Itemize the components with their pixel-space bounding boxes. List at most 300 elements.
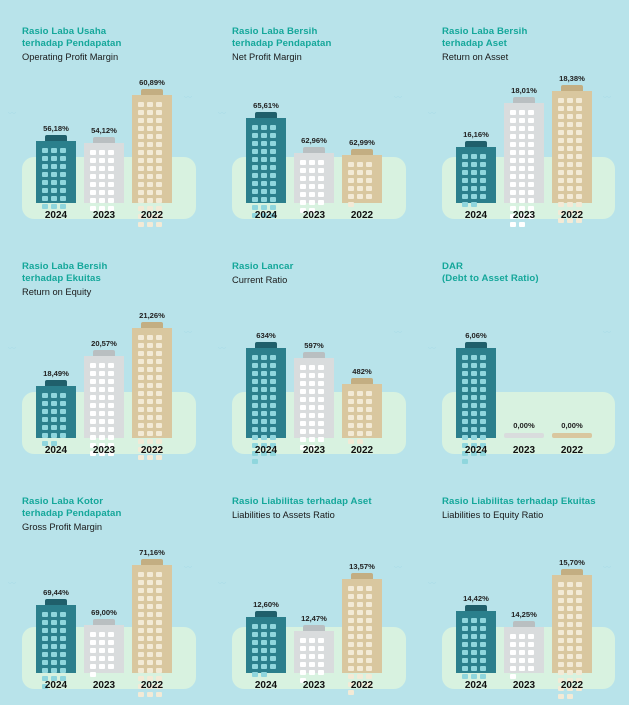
bar-year-label: 2022: [140, 210, 164, 221]
building-window: [156, 423, 162, 428]
building-window: [138, 644, 144, 649]
building-window: [300, 646, 306, 651]
building-window: [510, 174, 516, 179]
bar: [342, 155, 382, 203]
building-window: [252, 656, 258, 661]
building-window: [366, 399, 372, 404]
building-window: [156, 367, 162, 372]
building-window: [156, 351, 162, 356]
building-roof: [465, 605, 487, 611]
building-window: [90, 174, 96, 179]
building-window: [147, 620, 153, 625]
bar: [294, 153, 334, 203]
building-window: [99, 411, 105, 416]
bar: [504, 627, 544, 673]
building-window: [156, 102, 162, 107]
building-window: [42, 180, 48, 185]
building-window: [300, 413, 306, 418]
building-body: [132, 95, 172, 203]
chart-subtitle: Gross Profit Margin: [22, 522, 103, 532]
building-window: [300, 160, 306, 165]
building-window: [147, 182, 153, 187]
building-window: [519, 190, 525, 195]
chart-title-block: [442, 496, 596, 521]
building-window: [309, 168, 315, 173]
building-window: [309, 405, 315, 410]
building-window: [567, 138, 573, 143]
building-window: [318, 389, 324, 394]
building-window: [528, 134, 534, 139]
building-body: [36, 386, 76, 438]
building-window: [318, 646, 324, 651]
building-window: [51, 644, 57, 649]
building-window: [462, 379, 468, 384]
bar-building: [84, 143, 124, 203]
building-window: [270, 181, 276, 186]
bar: [294, 358, 334, 438]
building-window: [147, 431, 153, 436]
bar-year-label: 2023: [92, 210, 116, 221]
bar-value-label: 69,44%: [43, 588, 69, 597]
bar-value-label: 56,18%: [43, 124, 69, 133]
building-window: [462, 427, 468, 432]
building-window: [480, 658, 486, 663]
building-window: [90, 427, 96, 432]
bar-value-label: 13,57%: [349, 562, 375, 571]
building-window: [348, 634, 354, 639]
building-window: [480, 154, 486, 159]
building-window: [252, 125, 258, 130]
building-window: [348, 666, 354, 671]
cloud-icon: 〰: [184, 563, 192, 572]
building-window: [528, 166, 534, 171]
building-window: [99, 150, 105, 155]
building-window: [108, 158, 114, 163]
building-window: [471, 435, 477, 440]
building-body: [294, 358, 334, 438]
bar-value-label: 60,89%: [139, 78, 165, 87]
building-window: [366, 407, 372, 412]
building-window: [108, 632, 114, 637]
chart-cell: [420, 0, 629, 235]
building-window: [576, 670, 582, 675]
building-window: [528, 158, 534, 163]
building-window: [99, 640, 105, 645]
building-window: [558, 162, 564, 167]
chart-plot-area: [232, 59, 406, 219]
building-window: [366, 170, 372, 175]
building-window: [528, 634, 534, 639]
building-window: [270, 387, 276, 392]
bar-value-label: 69,00%: [91, 608, 117, 617]
building-window: [60, 196, 66, 201]
bar-value-label: 0,00%: [561, 421, 583, 430]
chart-title-line1: Rasio Liabilitas terhadap Ekuitas: [442, 496, 596, 507]
building-window: [471, 403, 477, 408]
building-window: [156, 126, 162, 131]
building-window: [558, 186, 564, 191]
bar-building: [456, 147, 496, 203]
building-window: [519, 118, 525, 123]
building-window: [270, 149, 276, 154]
building-window: [147, 150, 153, 155]
building-window: [60, 628, 66, 633]
building-window: [42, 196, 48, 201]
building-window: [51, 652, 57, 657]
building-window: [138, 174, 144, 179]
building-window: [261, 664, 267, 669]
bar: [132, 95, 172, 203]
building-window: [567, 130, 573, 135]
building-window: [300, 437, 306, 442]
building-window: [252, 157, 258, 162]
building-window: [528, 182, 534, 187]
building-window: [510, 166, 516, 171]
cloud-icon: 〰: [218, 109, 226, 118]
building-window: [462, 363, 468, 368]
building-window: [90, 640, 96, 645]
building-window: [462, 170, 468, 175]
bar-building: [246, 348, 286, 438]
building-window: [99, 371, 105, 376]
chart-plot-area: [232, 529, 406, 689]
building-window: [108, 411, 114, 416]
building-window: [60, 172, 66, 177]
building-window: [558, 130, 564, 135]
bar-value-label: 0,00%: [513, 421, 535, 430]
building-window: [252, 387, 258, 392]
building-window: [138, 423, 144, 428]
bar: [504, 103, 544, 203]
building-window: [156, 692, 162, 697]
building-window: [348, 618, 354, 623]
building-window: [462, 650, 468, 655]
building-window: [90, 419, 96, 424]
building-window: [357, 610, 363, 615]
building-window: [576, 122, 582, 127]
building-window: [357, 586, 363, 591]
building-window: [462, 355, 468, 360]
building-window: [261, 632, 267, 637]
chart-plot-area: [22, 294, 196, 454]
building-window: [147, 660, 153, 665]
building-window: [261, 411, 267, 416]
building-window: [366, 666, 372, 671]
building-window: [567, 630, 573, 635]
bar-value-label: 21,26%: [139, 311, 165, 320]
building-window: [309, 200, 315, 205]
building-window: [567, 106, 573, 111]
building-window: [147, 367, 153, 372]
cloud-icon: 〰: [8, 579, 16, 588]
building-window: [357, 399, 363, 404]
building-window: [357, 439, 363, 444]
building-body: [246, 617, 286, 673]
building-window: [138, 604, 144, 609]
building-window: [300, 670, 306, 675]
building-window: [108, 640, 114, 645]
building-window: [357, 658, 363, 663]
building-window: [108, 664, 114, 669]
building-window: [261, 624, 267, 629]
building-window: [99, 664, 105, 669]
building-window: [300, 200, 306, 205]
building-window: [147, 126, 153, 131]
building-body: [342, 155, 382, 203]
building-roof: [141, 322, 163, 328]
building-window: [156, 142, 162, 147]
chart-plot-area: [442, 294, 615, 454]
building-window: [147, 142, 153, 147]
bar-year-label: 2022: [350, 680, 374, 691]
building-window: [51, 425, 57, 430]
building-roof: [45, 599, 67, 605]
bar-value-label: 18,38%: [559, 74, 585, 83]
building-window: [108, 656, 114, 661]
building-window: [357, 642, 363, 647]
building-window: [309, 381, 315, 386]
building-window: [558, 178, 564, 183]
building-window: [42, 433, 48, 438]
building-window: [138, 628, 144, 633]
building-window: [51, 660, 57, 665]
bar-value-label: 12,47%: [301, 614, 327, 623]
building-window: [60, 417, 66, 422]
building-window: [252, 403, 258, 408]
bar-building: [84, 356, 124, 438]
building-window: [576, 622, 582, 627]
chart-title-block: [442, 26, 527, 63]
bar-year-label: 2024: [464, 210, 488, 221]
bar-year-label: 2024: [464, 445, 488, 456]
building-window: [147, 198, 153, 203]
building-window: [567, 622, 573, 627]
building-window: [252, 624, 258, 629]
chart-title-line1: Rasio Laba Bersih: [232, 26, 318, 37]
building-window: [318, 176, 324, 181]
bar: [456, 147, 496, 203]
building-window: [348, 415, 354, 420]
building-window: [318, 638, 324, 643]
building-window: [51, 628, 57, 633]
bar-year-label: 2024: [44, 445, 68, 456]
building-window: [156, 150, 162, 155]
building-window: [576, 654, 582, 659]
building-window: [519, 126, 525, 131]
building-window: [357, 650, 363, 655]
building-window: [42, 204, 48, 209]
building-window: [309, 365, 315, 370]
chart-cell: [210, 470, 420, 705]
building-window: [348, 391, 354, 396]
building-window: [462, 387, 468, 392]
building-window: [60, 393, 66, 398]
building-roof: [45, 135, 67, 141]
building-window: [147, 383, 153, 388]
building-window: [138, 343, 144, 348]
building-window: [90, 198, 96, 203]
building-window: [138, 399, 144, 404]
building-window: [510, 642, 516, 647]
building-window: [156, 407, 162, 412]
building-window: [42, 401, 48, 406]
building-window: [60, 156, 66, 161]
bar: [342, 579, 382, 673]
building-window: [138, 383, 144, 388]
building-window: [261, 197, 267, 202]
building-window: [576, 106, 582, 111]
building-window: [90, 395, 96, 400]
bar-building: [294, 631, 334, 673]
building-window: [252, 189, 258, 194]
chart-cell: [210, 235, 420, 470]
building-window: [252, 435, 258, 440]
bar-value-label: 634%: [256, 331, 276, 340]
building-window: [567, 646, 573, 651]
building-window: [558, 582, 564, 587]
building-window: [261, 435, 267, 440]
chart-title-block: [232, 26, 331, 63]
building-window: [99, 174, 105, 179]
building-window: [567, 694, 573, 699]
building-window: [252, 395, 258, 400]
bar-year-label: 2023: [92, 680, 116, 691]
building-window: [270, 189, 276, 194]
building-window: [510, 150, 516, 155]
building-window: [357, 618, 363, 623]
building-window: [147, 588, 153, 593]
bar-building: [504, 103, 544, 203]
building-window: [252, 459, 258, 464]
chart-title-line1: Rasio Liabilitas terhadap Aset: [232, 496, 372, 507]
building-window: [261, 355, 267, 360]
building-window: [60, 636, 66, 641]
building-window: [42, 148, 48, 153]
building-roof: [465, 342, 487, 348]
building-window: [156, 391, 162, 396]
building-window: [576, 638, 582, 643]
building-window: [348, 186, 354, 191]
building-window: [357, 186, 363, 191]
building-window: [99, 363, 105, 368]
building-window: [252, 363, 258, 368]
building-roof: [255, 611, 277, 617]
building-window: [576, 598, 582, 603]
building-window: [480, 379, 486, 384]
building-window: [528, 174, 534, 179]
building-window: [462, 395, 468, 400]
building-window: [138, 439, 144, 444]
building-window: [309, 638, 315, 643]
building-window: [99, 182, 105, 187]
cloud-icon: 〰: [603, 93, 611, 102]
building-window: [261, 672, 267, 677]
building-window: [90, 664, 96, 669]
building-roof: [465, 141, 487, 147]
building-window: [147, 335, 153, 340]
building-window: [60, 433, 66, 438]
cloud-icon: 〰: [603, 328, 611, 337]
building-window: [567, 598, 573, 603]
building-window: [300, 184, 306, 189]
building-window: [99, 435, 105, 440]
bar: [84, 356, 124, 438]
building-window: [138, 660, 144, 665]
building-window: [156, 399, 162, 404]
bar-building: [342, 384, 382, 438]
building-window: [156, 415, 162, 420]
building-window: [567, 170, 573, 175]
building-window: [99, 419, 105, 424]
building-window: [156, 652, 162, 657]
building-window: [261, 157, 267, 162]
building-window: [462, 162, 468, 167]
bar-value-label: 597%: [304, 341, 324, 350]
building-body: [456, 611, 496, 673]
chart-title-line2: terhadap Pendapatan: [22, 508, 122, 519]
building-window: [147, 572, 153, 577]
building-window: [51, 393, 57, 398]
building-window: [99, 395, 105, 400]
building-window: [108, 166, 114, 171]
cloud-icon: 〰: [8, 109, 16, 118]
building-window: [480, 642, 486, 647]
building-window: [90, 632, 96, 637]
building-window: [300, 168, 306, 173]
bar-year-label: 2022: [350, 210, 374, 221]
building-window: [462, 634, 468, 639]
bar-building: [132, 95, 172, 203]
building-window: [270, 173, 276, 178]
building-window: [270, 197, 276, 202]
building-window: [261, 395, 267, 400]
building-window: [261, 371, 267, 376]
building-window: [138, 415, 144, 420]
building-window: [558, 98, 564, 103]
building-roof: [141, 89, 163, 95]
building-window: [528, 666, 534, 671]
building-window: [90, 371, 96, 376]
building-window: [462, 642, 468, 647]
bar-year-label: 2024: [254, 210, 278, 221]
building-window: [318, 429, 324, 434]
building-window: [471, 419, 477, 424]
building-window: [366, 650, 372, 655]
building-window: [462, 154, 468, 159]
building-window: [99, 427, 105, 432]
building-window: [147, 596, 153, 601]
building-window: [60, 668, 66, 673]
building-window: [480, 186, 486, 191]
chart-title-line1: Rasio Laba Bersih: [22, 261, 108, 272]
building-window: [519, 174, 525, 179]
chart-plot-area: [22, 59, 196, 219]
chart-title-block: [442, 261, 539, 285]
building-roof: [303, 352, 325, 358]
building-window: [366, 415, 372, 420]
building-window: [309, 184, 315, 189]
building-window: [480, 363, 486, 368]
building-window: [462, 618, 468, 623]
building-body: [36, 605, 76, 673]
chart-title-line1: DAR: [442, 261, 464, 272]
building-window: [261, 189, 267, 194]
bar-value-label: 62,99%: [349, 138, 375, 147]
building-window: [519, 158, 525, 163]
building-window: [471, 355, 477, 360]
building-window: [108, 198, 114, 203]
building-window: [108, 403, 114, 408]
